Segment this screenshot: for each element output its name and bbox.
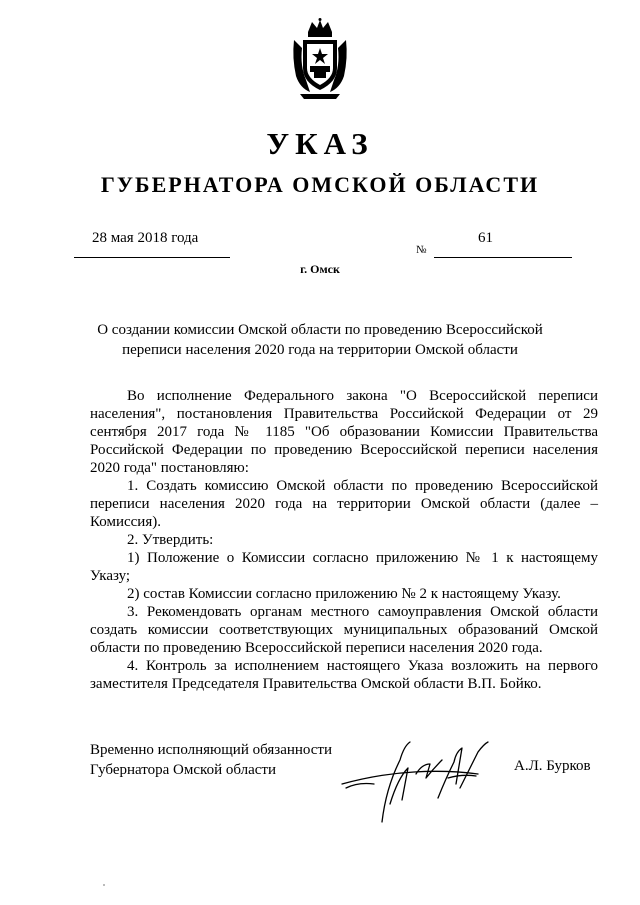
body-paragraph: 1. Создать комиссию Омской области по проведению Всероссийской переписи населения 2020 года на территории Омской области (далее – Комиссия). (90, 478, 598, 530)
document-date: 28 мая 2018 года (92, 230, 199, 246)
signatory-name: А.Л. Бурков (514, 758, 591, 774)
body-paragraph: 1) Положение о Комиссии согласно приложению № 1 к настоящему Указу; (90, 550, 598, 584)
body-paragraph: Во исполнение Федерального закона "О Всероссийской переписи населения", постановления Правительства Российской Федерации от 29 сентября 2017 года № 1185 "Об образовании Комиссии Правительства Российской Федерации по проведению Всероссийской переписи населения 2020 года" постановляю: (90, 388, 598, 476)
number-underline (434, 257, 572, 258)
document-title: УКАЗ (266, 126, 374, 161)
body-paragraph: 2) состав Комиссии согласно приложению № 2 к настоящему Указу. (127, 586, 561, 602)
document-number: 61 (478, 230, 493, 246)
body-paragraph: 2. Утвердить: (127, 532, 214, 548)
decree-body (90, 387, 598, 693)
signatory-position-line: Губернатора Омской области (90, 762, 276, 778)
date-underline (74, 257, 230, 258)
scan-speck (103, 884, 105, 886)
handwritten-signature-icon (338, 738, 498, 826)
body-paragraph: 3. Рекомендовать органам местного самоуправления Омской области создать комиссии соответствующих муниципальных образований Омской области по проведению Всероссийской переписи населения 2020 года. (90, 604, 598, 656)
signatory-position-line: Временно исполняющий обязанности (90, 742, 333, 758)
document-city: г. Омск (300, 262, 340, 276)
document-subtitle: ГУБЕРНАТОРА ОМСКОЙ ОБЛАСТИ (100, 172, 540, 197)
signatory-position (90, 740, 332, 780)
number-sign: № (416, 244, 427, 256)
decree-heading: О создании комиссии Омской области по проведению Всероссийской переписи населения 2020 года на территории Омской области (97, 322, 543, 358)
body-paragraph: 4. Контроль за исполнением настоящего Указа возложить на первого заместителя Председателя Правительства Омской области В.П. Бойко. (90, 658, 598, 692)
coat-of-arms-icon (290, 18, 350, 100)
